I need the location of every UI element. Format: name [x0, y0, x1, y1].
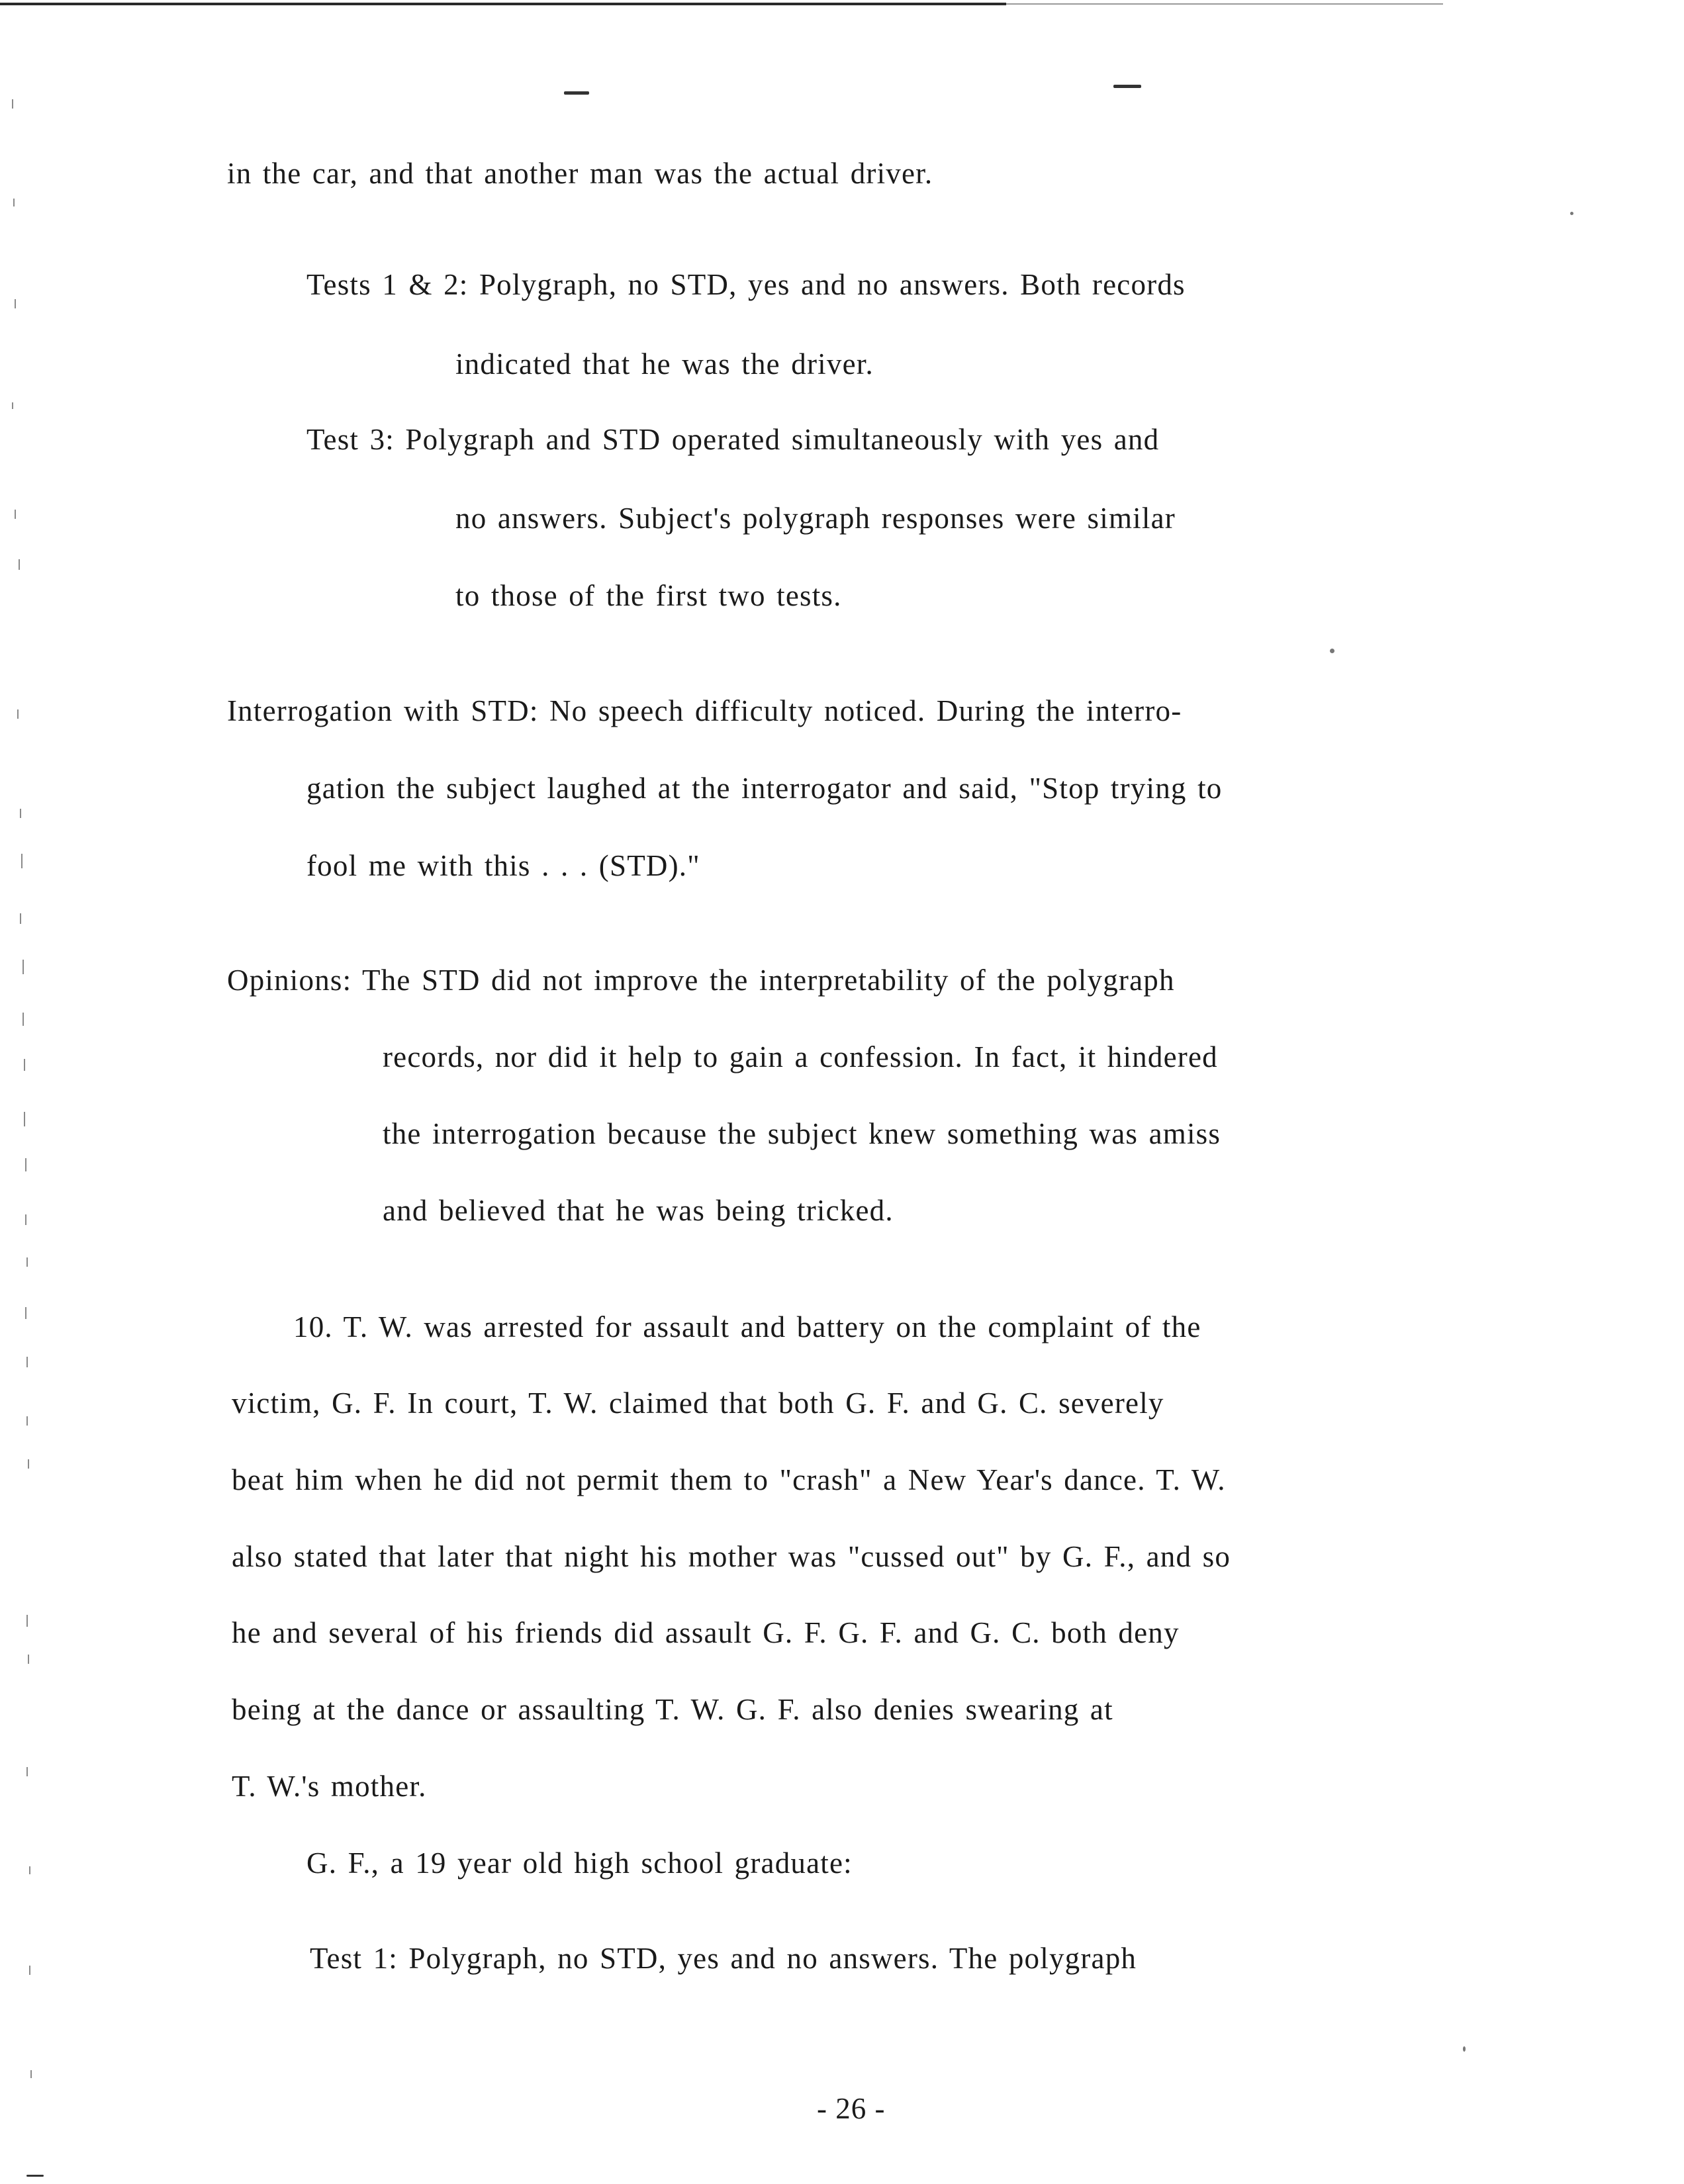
margin-scan-mark [23, 1013, 24, 1026]
page-number: - 26 - [817, 2092, 886, 2125]
margin-scan-mark [28, 1459, 29, 1469]
margin-scan-mark [26, 1357, 28, 1367]
margin-scan-mark [17, 709, 19, 719]
scan-speck [1570, 212, 1573, 215]
margin-scan-mark [29, 1966, 30, 1975]
text-line-4: Test 3: Polygraph and STD operated simultaneously with yes and [306, 423, 1160, 456]
margin-scan-mark [26, 1767, 28, 1776]
text-line-10: Opinions: The STD did not improve the interpretability of the polygraph [227, 964, 1175, 997]
text-line-9: fool me with this . . . (STD)." [306, 849, 700, 882]
scan-mark-left [564, 91, 589, 95]
text-line-6: to those of the first two tests. [455, 579, 842, 612]
text-line-11: records, nor did it help to gain a confession. In fact, it hindered [383, 1040, 1218, 1073]
top-border-rule-fade [1006, 3, 1443, 5]
margin-scan-mark [24, 1112, 25, 1126]
text-line-17: also stated that later that night his mother was "cussed out" by G. F., and so [232, 1540, 1231, 1573]
text-line-15: victim, G. F. In court, T. W. claimed that both G. F. and G. C. severely [232, 1387, 1164, 1420]
text-line-8: gation the subject laughed at the interrogator and said, "Stop trying to [306, 772, 1223, 805]
margin-scan-mark [25, 1158, 26, 1171]
text-line-22: Test 1: Polygraph, no STD, yes and no answers. The polygraph [310, 1942, 1137, 1975]
margin-scan-mark [25, 1307, 26, 1319]
margin-scan-mark [30, 2070, 32, 2078]
margin-scan-mark [13, 199, 15, 206]
text-line-12: the interrogation because the subject knew something was amiss [383, 1117, 1221, 1150]
text-line-1: in the car, and that another man was the actual driver. [227, 157, 933, 190]
text-line-7: Interrogation with STD: No speech difficulty noticed. During the interro- [227, 694, 1182, 727]
scan-speck [1330, 649, 1334, 653]
margin-scan-mark [12, 402, 13, 409]
margin-scan-mark [25, 1214, 26, 1225]
margin-scan-mark [23, 960, 24, 974]
margin-scan-mark [19, 559, 20, 570]
text-line-18: he and several of his friends did assault G. F. G. F. and G. C. both deny [232, 1616, 1180, 1649]
margin-scan-mark [12, 99, 13, 109]
margin-scan-mark [20, 913, 21, 924]
margin-scan-mark [26, 1257, 28, 1267]
text-line-2: Tests 1 & 2: Polygraph, no STD, yes and no answers. Both records [306, 268, 1186, 301]
margin-scan-mark [24, 1059, 25, 1071]
scan-speck [1463, 2046, 1466, 2052]
text-line-3: indicated that he was the driver. [455, 347, 874, 381]
text-line-14: 10. T. W. was arrested for assault and battery on the complaint of the [293, 1310, 1201, 1343]
text-line-5: no answers. Subject's polygraph responses were similar [455, 502, 1176, 535]
text-line-16: beat him when he did not permit them to "crash" a New Year's dance. T. W. [232, 1463, 1226, 1496]
margin-scan-mark [29, 1866, 30, 1874]
scan-mark-right [1113, 85, 1141, 88]
top-border-rule [0, 3, 1006, 5]
text-line-13: and believed that he was being tricked. [383, 1194, 894, 1227]
margin-scan-mark [20, 809, 21, 818]
text-line-19: being at the dance or assaulting T. W. G. F. also denies swearing at [232, 1693, 1113, 1726]
margin-scan-mark [26, 1615, 28, 1627]
margin-scan-mark [26, 2175, 44, 2177]
margin-scan-mark [15, 510, 16, 519]
margin-scan-mark [15, 299, 16, 308]
margin-scan-mark [28, 1655, 29, 1664]
margin-scan-mark [21, 854, 23, 868]
text-line-21: G. F., a 19 year old high school graduate: [306, 1846, 853, 1880]
margin-scan-mark [26, 1416, 28, 1426]
text-line-20: T. W.'s mother. [232, 1770, 427, 1803]
